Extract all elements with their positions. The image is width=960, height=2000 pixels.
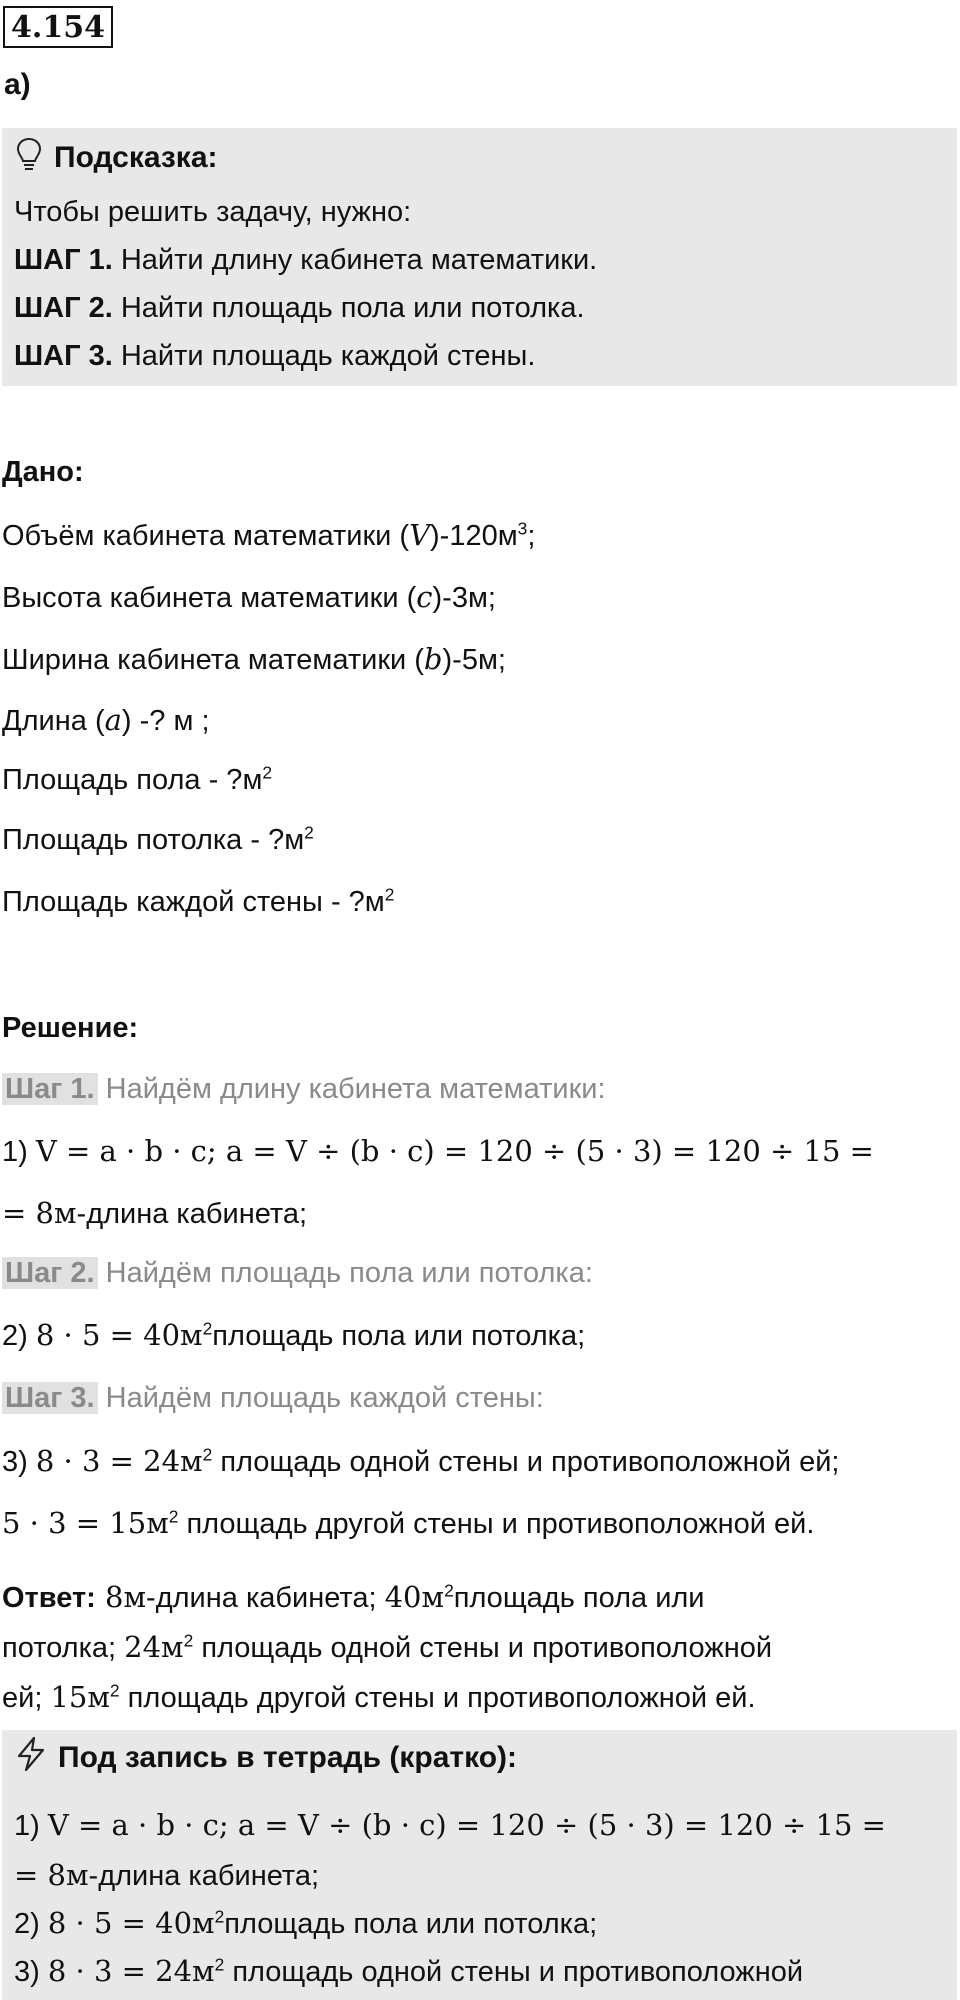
step-tag: Шаг 1. xyxy=(2,1073,98,1105)
superscript: 2 xyxy=(444,1580,454,1601)
given-height xyxy=(2,580,496,615)
math: 8 · 5 = 40м xyxy=(35,1318,203,1352)
notebook-title: Под запись в тетрадь (кратко): xyxy=(58,1741,518,1774)
hint-step-label: ШАГ 2. xyxy=(14,292,113,324)
text: площадь другой стены и противоположной ей. xyxy=(119,1682,756,1714)
answer-line-3 xyxy=(2,1680,756,1715)
math: 8 · 3 = 24м xyxy=(35,1444,203,1478)
math: 40м xyxy=(384,1580,445,1614)
step-3-heading xyxy=(2,1382,544,1415)
text: площадь одной стены и противоположной xyxy=(193,1632,773,1664)
text: ; xyxy=(527,520,536,552)
solution-title: Решение: xyxy=(2,1012,139,1044)
answer-line-2 xyxy=(2,1630,772,1665)
math: = 8м xyxy=(14,1858,89,1892)
hint-title-row xyxy=(14,138,218,178)
text: Объём кабинета математики ( xyxy=(2,520,410,552)
math-var: V xyxy=(409,518,431,552)
superscript: 2 xyxy=(214,1906,225,1927)
text: 1) xyxy=(14,1810,48,1842)
text: площадь другой стены и противоположной ей. xyxy=(178,1508,815,1540)
math: 8м xyxy=(95,1580,147,1614)
text: потолка; xyxy=(2,1632,125,1664)
lightbulb-icon xyxy=(14,136,44,180)
equation-1 xyxy=(2,1134,874,1169)
superscript: 2 xyxy=(109,1680,120,1701)
math-var: c xyxy=(416,580,433,614)
lightning-icon xyxy=(14,1736,48,1780)
text: 1) xyxy=(2,1136,36,1168)
notebook-line-3 xyxy=(14,1906,597,1941)
superscript: 2 xyxy=(202,1318,213,1339)
superscript: 3 xyxy=(517,518,528,539)
notebook-title-row xyxy=(14,1738,517,1778)
text: 3) xyxy=(14,1956,48,1988)
superscript: 2 xyxy=(168,1506,179,1527)
text: ) -? м ; xyxy=(121,705,210,737)
text: 2) xyxy=(2,1320,36,1352)
superscript: 2 xyxy=(304,822,314,843)
text: Высота кабинета математики ( xyxy=(2,582,417,614)
hint-step-1 xyxy=(14,244,597,277)
text: Найдём длину кабинета математики: xyxy=(97,1073,606,1105)
superscript: 2 xyxy=(214,1954,225,1975)
text: )-120м xyxy=(430,520,518,552)
text: )-3м; xyxy=(432,582,496,614)
notebook-line-2 xyxy=(14,1858,319,1893)
superscript: 2 xyxy=(384,884,395,905)
text: Площадь потолка - ?м xyxy=(2,824,305,856)
math: 8 · 5 = 40м xyxy=(47,1906,215,1940)
hint-intro: Чтобы решить задачу, нужно: xyxy=(14,196,412,228)
text: Площадь пола - ?м xyxy=(2,764,263,796)
notebook-box xyxy=(2,1730,957,2000)
text: площадь пола или потолка; xyxy=(212,1320,586,1352)
hint-step-3 xyxy=(14,340,535,373)
given-ceiling xyxy=(2,824,314,857)
step-tag: Шаг 2. xyxy=(2,1257,98,1289)
superscript: 2 xyxy=(183,1630,194,1651)
answer-label: Ответ: xyxy=(2,1582,96,1614)
notebook-line-1 xyxy=(14,1808,886,1843)
text: )-5м; xyxy=(442,644,506,676)
equation-3 xyxy=(2,1444,840,1479)
text: Найдём площадь пола или потолка: xyxy=(97,1257,593,1289)
math: 24м xyxy=(124,1630,184,1664)
part-label: а) xyxy=(4,68,31,101)
text: площадь одной стены и противоположной ей; xyxy=(212,1446,840,1478)
answer-line-1 xyxy=(2,1580,705,1615)
given-floor xyxy=(2,764,272,797)
math: V = a · b · c; a = V ÷ (b · c) = 120 ÷ (5 · 3) = 120 ÷ 15 = xyxy=(35,1134,874,1168)
given-length xyxy=(2,703,210,738)
equation-3-cont xyxy=(2,1506,814,1541)
math: = 8м xyxy=(2,1196,77,1230)
hint-step-text: Найти площадь пола или потолка. xyxy=(112,292,585,324)
problem-number: 4.154 xyxy=(3,6,113,48)
hint-step-text: Найти длину кабинета математики. xyxy=(112,244,598,276)
superscript: 2 xyxy=(202,1444,213,1465)
given-width xyxy=(2,642,506,677)
text: Площадь каждой стены - ?м xyxy=(2,886,385,918)
text: Ширина кабинета математики ( xyxy=(2,644,424,676)
text: площадь пола или потолка; xyxy=(224,1908,598,1940)
step-2-heading xyxy=(2,1257,593,1290)
equation-1-cont xyxy=(2,1196,307,1231)
text: -длина кабинета; xyxy=(76,1198,308,1230)
text: площадь пола или xyxy=(453,1582,705,1614)
text: Найдём площадь каждой стены: xyxy=(97,1382,544,1414)
given-title: Дано: xyxy=(2,456,84,488)
step-tag: Шаг 3. xyxy=(2,1382,98,1414)
hint-step-label: ШАГ 1. xyxy=(14,244,113,276)
math: V = a · b · c; a = V ÷ (b · c) = 120 ÷ (5 · 3) = 120 ÷ 15 = xyxy=(47,1808,886,1842)
text: Длина ( xyxy=(2,705,105,737)
math: 8 · 3 = 24м xyxy=(47,1954,215,1988)
text: -длина кабинета; xyxy=(88,1860,320,1892)
math-var: b xyxy=(423,642,443,676)
math: 5 · 3 = 15м xyxy=(2,1506,169,1540)
text: ей; xyxy=(2,1682,51,1714)
superscript: 2 xyxy=(262,762,273,783)
given-wall xyxy=(2,886,394,919)
hint-step-text: Найти площадь каждой стены. xyxy=(112,340,536,372)
given-volume xyxy=(2,518,535,553)
math: 15м xyxy=(50,1680,110,1714)
notebook-line-4 xyxy=(14,1954,803,1989)
hint-step-2 xyxy=(14,292,585,325)
hint-step-label: ШАГ 3. xyxy=(14,340,113,372)
hint-box xyxy=(2,128,957,386)
text: 2) xyxy=(14,1908,48,1940)
text: -длина кабинета; xyxy=(146,1582,385,1614)
equation-2 xyxy=(2,1318,585,1353)
hint-title: Подсказка: xyxy=(54,141,218,174)
text: 3) xyxy=(2,1446,36,1478)
text: площадь одной стены и противоположной xyxy=(224,1956,804,1988)
step-1-heading xyxy=(2,1073,606,1106)
math-var: a xyxy=(104,703,122,737)
